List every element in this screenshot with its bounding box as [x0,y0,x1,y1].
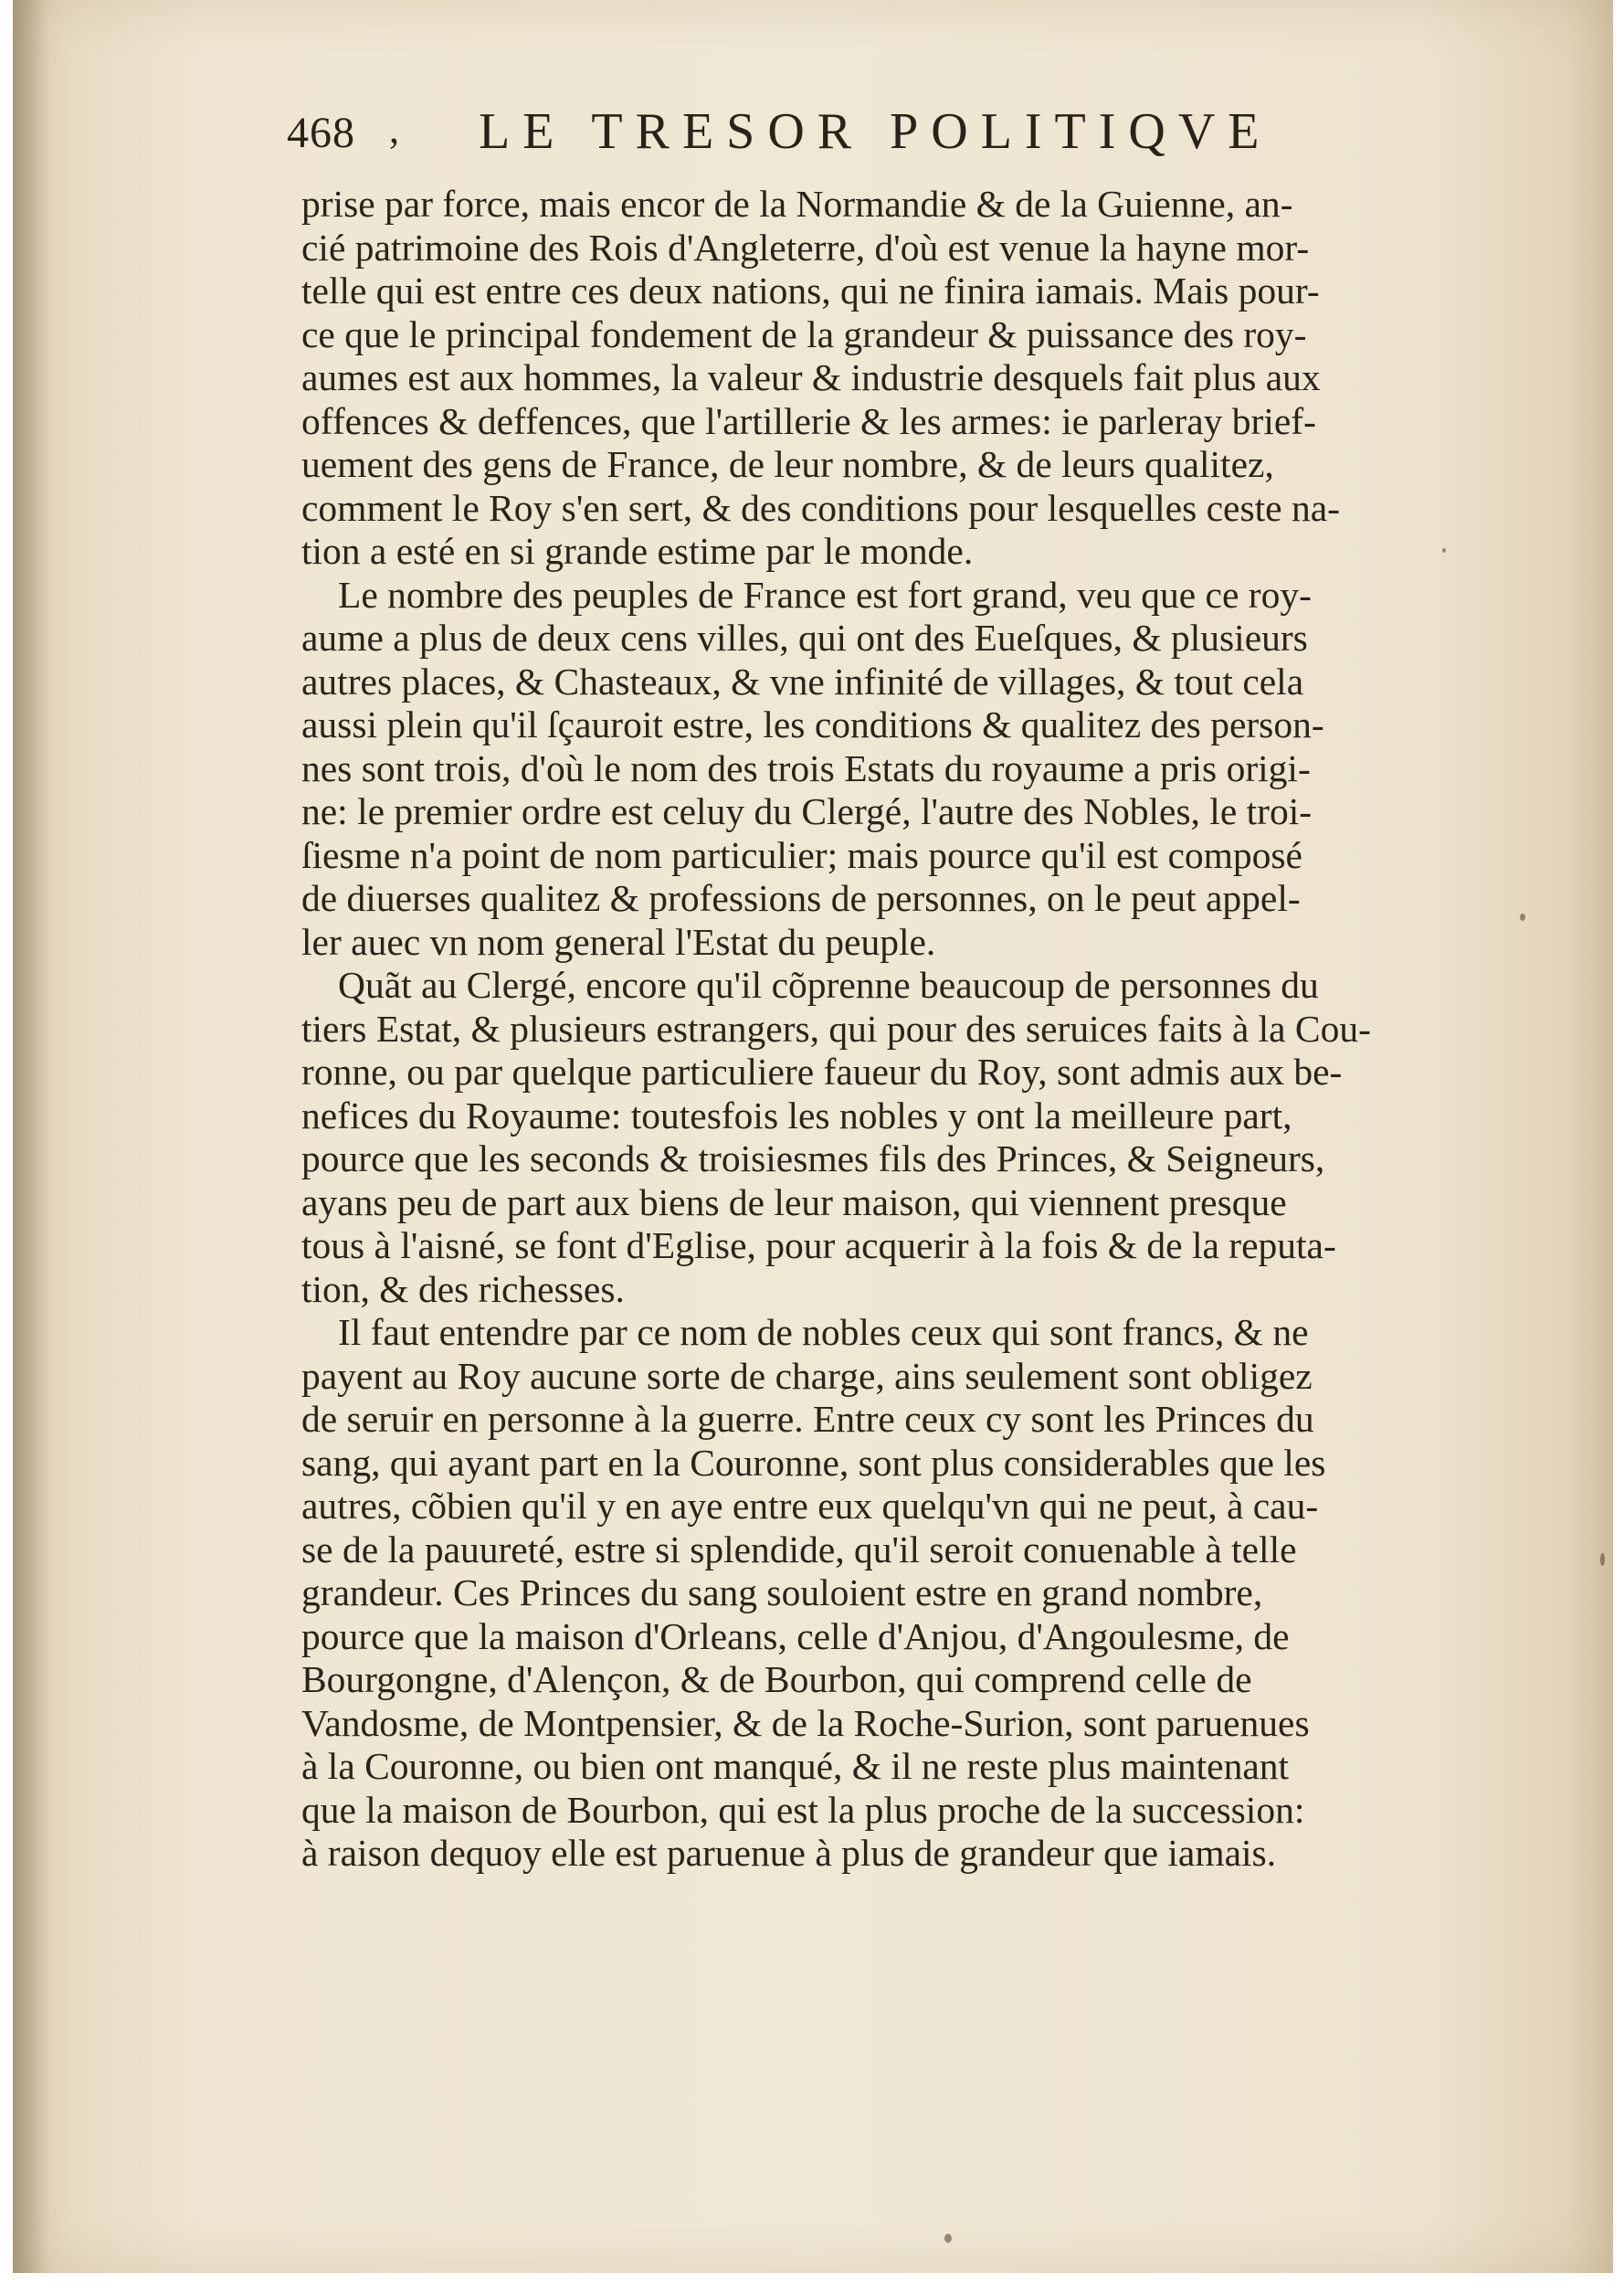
paper-speck [1520,914,1525,921]
text-line: tion, & des richesses. [301,1267,625,1310]
paper-speck [1600,1553,1605,1566]
text-line: Il faut entendre par ce nom de nobles ceux qui sont francs, & ne [338,1311,1309,1353]
text-line: cié patrimoine des Rois d'Angleterre, d'où est venue la hayne mor- [301,226,1310,269]
page-number-mark: , [389,107,399,152]
text-line: ne: le premier ordre est celuy du Clergé, l'autre des Nobles, le troi- [301,790,1313,832]
text-line: telle qui est entre ces deux nations, qui ne finira iamais. Mais pour- [301,270,1320,312]
text-line: de seruir en personne à la guerre. Entre ceux cy sont les Princes du [301,1398,1314,1440]
text-line: que la maison de Bourbon, qui est la plus proche de la succession: [301,1788,1305,1831]
text-line: tiers Estat, & plusieurs estrangers, qui pour des seruices faits à la Cou- [301,1007,1371,1050]
body-text [301,183,1471,1876]
text-line: pource que la maison d'Orleans, celle d'Anjou, d'Angoulesme, de [301,1614,1290,1657]
running-title: LE TRESOR POLITIQVE [479,103,1272,160]
text-line: pource que les seconds & troisiesmes fils des Princes, & Seigneurs, [301,1137,1325,1179]
text-line: comment le Roy s'en sert, & des conditions pour lesquelles ceste na- [301,486,1340,529]
text-line: à la Couronne, ou bien ont manqué, & il ne reste plus maintenant [301,1745,1290,1787]
text-line: ce que le principal fondement de la grandeur & puissance des roy- [301,312,1307,355]
gutter-shadow [13,0,49,2273]
paper-speck [944,2234,952,2243]
text-line: tion a esté en si grande estime par le monde. [301,530,974,572]
text-line: à raison dequoy elle est paruenue à plus de grandeur que iamais. [301,1832,1277,1874]
text-line: nes sont trois, d'où le nom des trois Estats du royaume a pris origi- [301,746,1311,789]
text-line: Le nombre des peuples de France est fort grand, veu que ce roy- [338,573,1312,616]
text-line: de diuerses qualitez & professions de personnes, on le peut appel- [301,877,1301,919]
text-line: ayans peu de part aux biens de leur maison, qui viennent presque [301,1180,1287,1223]
text-line: sang, qui ayant part en la Couronne, sont plus considerables que les [301,1441,1326,1484]
text-line: ſiesme n'a point de nom particulier; mais pource qu'il est composé [301,833,1302,876]
text-line: uement des gens de France, de leur nombre, & de leurs qualitez, [301,443,1274,485]
text-line: ronne, ou par quelque particuliere faueur du Roy, sont admis aux be- [301,1051,1343,1093]
text-line: Bourgongne, d'Alençon, & de Bourbon, qui comprend celle de [301,1658,1252,1700]
text-line: tous à l'aisné, se font d'Eglise, pour acquerir à la fois & de la reputa- [301,1224,1336,1266]
text-line: Quãt au Clergé, encore qu'il cõprenne beaucoup de personnes du [338,964,1319,1006]
running-head [287,102,1273,166]
text-line: Vandosme, de Montpensier, & de la Roche-Surion, sont paruenues [301,1701,1310,1744]
text-line: aumes est aux hommes, la valeur & industrie desquels fait plus aux [301,356,1321,398]
text-line: autres, cõbien qu'il y en aye entre eux quelqu'vn qui ne peut, à cau- [301,1485,1319,1527]
text-line: nefices du Royaume: toutesfois les nobles y ont la meilleure part, [301,1094,1292,1137]
text-line: se de la pauureté, estre si splendide, qu'il seroit conuenable à telle [301,1528,1297,1570]
book-page [13,0,1613,2273]
text-line: grandeur. Ces Princes du sang souloient estre en grand nombre, [301,1571,1263,1613]
text-line: ler auec vn nom general l'Estat du peuple. [301,920,936,963]
text-line: prise par force, mais encor de la Normandie & de la Guienne, an- [301,183,1293,225]
text-line: offences & deffences, que l'artillerie & les armes: ie parleray brief- [301,399,1316,442]
text-line: autres places, & Chasteaux, & vne infinité de villages, & tout cela [301,660,1304,703]
text-line: aume a plus de deux cens villes, qui ont des Eueſques, & plusieurs [301,617,1308,659]
text-line: payent au Roy aucune sorte de charge, ains seulement sont obligez [301,1354,1313,1397]
page-number: 468 [287,109,355,157]
text-line: aussi plein qu'il ſçauroit estre, les conditions & qualitez des person- [301,703,1324,745]
